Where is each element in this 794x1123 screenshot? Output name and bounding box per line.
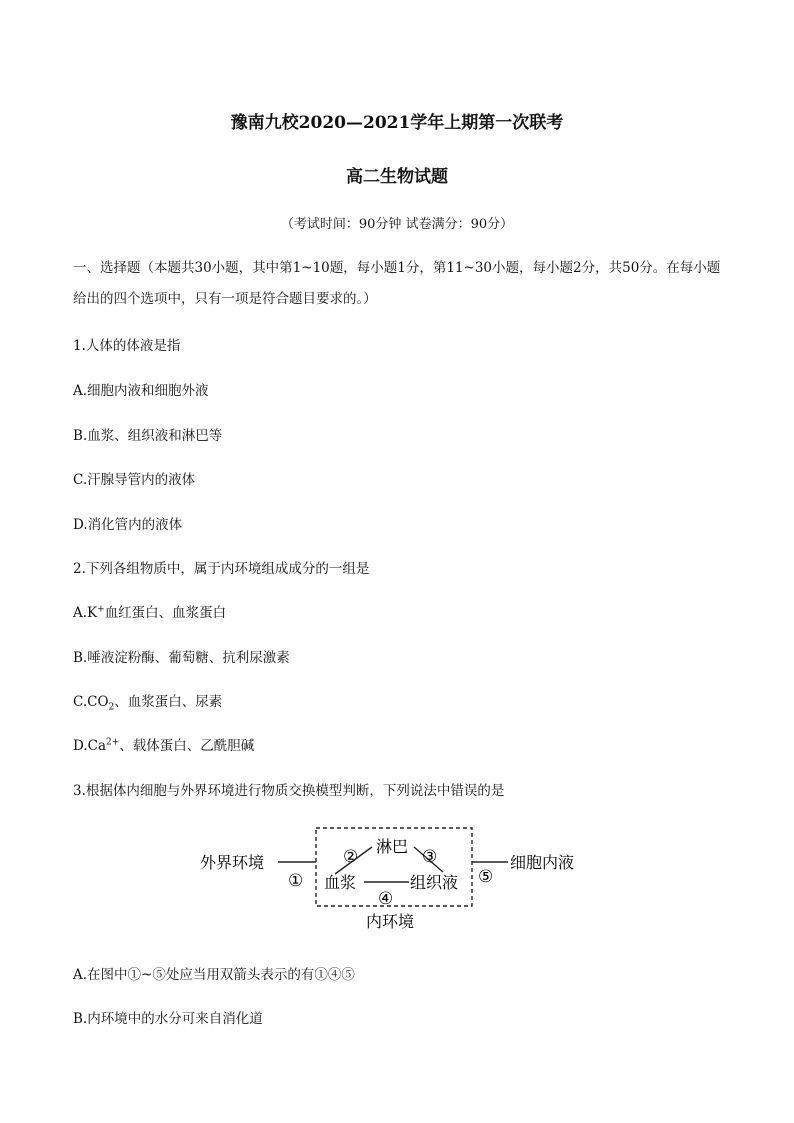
q1-option-d: D.消化管内的液体 [73,517,183,533]
q1-option-c: C.汗腺导管内的液体 [73,472,196,488]
label-intracellular: 细胞内液 [510,853,575,872]
label-lymph: 淋巴 [376,837,409,856]
q2-a-post: 血红蛋白、血浆蛋白 [104,605,227,621]
q1-stem: 1.人体的体液是指 [73,338,181,354]
label-external: 外界环境 [200,853,265,872]
num-3: ③ [422,847,438,867]
q1-option-a: A.细胞内液和细胞外液 [73,383,209,399]
exam-subtitle: 高二生物试题 [346,167,448,187]
q2-d-pre: D.Ca [73,738,107,754]
q2-d-sup: 2+ [106,737,120,748]
q2-c-sub: 2 [108,702,115,713]
num-4: ④ [378,889,394,909]
section-intro: 一、选择题（本题共30小题，其中第1~10题，每小题1分，第11~30小题，每小题2分，共50分。在每小题给出的四个选项中，只有一项是符合题目要求的。） [73,260,721,307]
q2-option-d [73,734,254,754]
q3-option-b: B.内环境中的水分可来自消化道 [73,1011,263,1027]
q1-option-b: B.血浆、组织液和淋巴等 [73,428,223,444]
q2-a-sup: + [97,604,105,615]
q2-stem: 2.下列各组物质中，属于内环境组成成分的一组是 [73,561,370,577]
label-tissue-fluid: 组织液 [410,873,459,892]
q2-option-b: B.唾液淀粉酶、葡萄糖、抗利尿激素 [73,650,290,666]
num-1: ① [288,871,304,891]
exam-meta: （考试时间：90分钟 试卷满分：90分） [280,217,514,232]
q2-d-post: 、载体蛋白、乙酰胆碱 [119,738,255,754]
q2-option-c [73,690,222,713]
q2-a-pre: A.K [73,605,98,621]
exam-title: 豫南九校2020—2021学年上期第一次联考 [230,113,564,133]
q2-option-a [73,601,226,621]
num-5: ⑤ [478,867,494,887]
num-2: ② [343,847,359,867]
label-internal-env: 内环境 [366,912,415,931]
q3-stem: 3.根据体内细胞与外界环境进行物质交换模型判断，下列说法中错误的是 [73,783,505,799]
exchange-diagram [200,826,600,936]
q2-c-post: 、血浆蛋白、尿素 [114,694,223,710]
label-plasma: 血浆 [324,873,357,892]
q2-c-pre: C.CO [73,694,109,710]
q3-option-a: A.在图中①~⑤处应当用双箭头表示的有①④⑤ [73,967,355,983]
